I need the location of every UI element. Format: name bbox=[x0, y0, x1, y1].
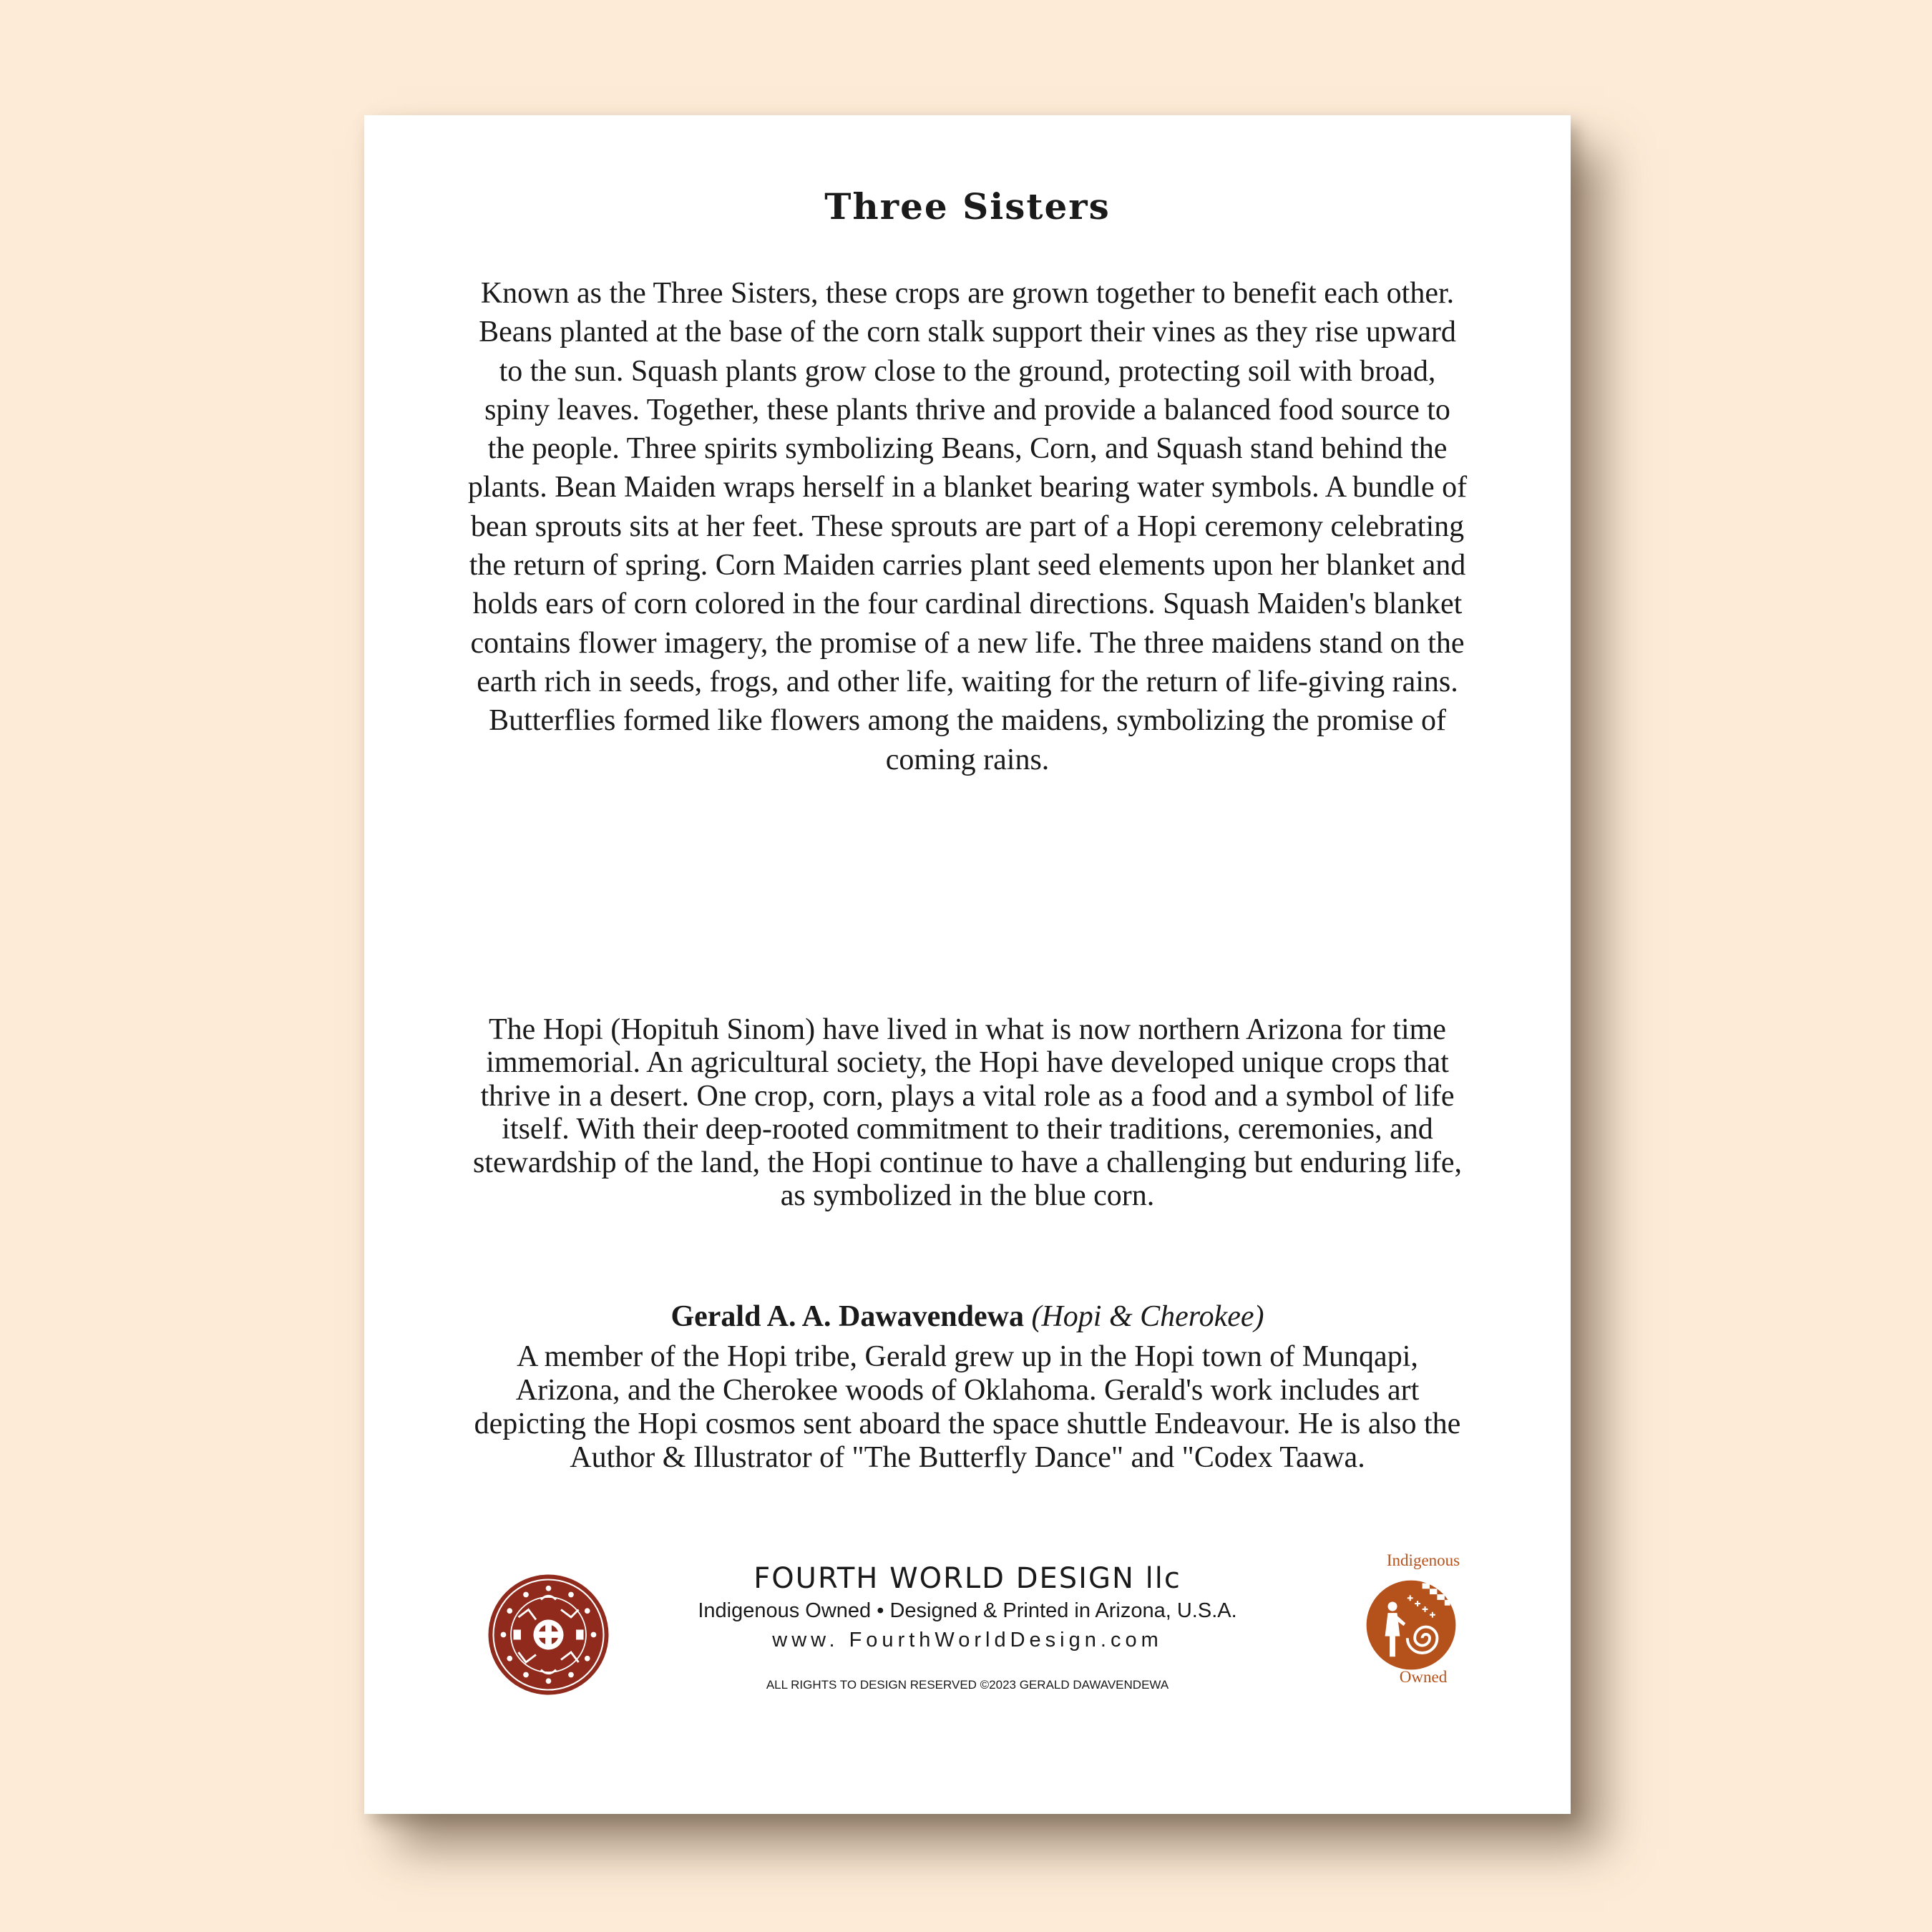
company-url[interactable]: www. FourthWorldDesign.com bbox=[772, 1629, 1163, 1652]
rights-notice: ALL RIGHTS TO DESIGN RESERVED ©2023 GERALD DAWAVENDEWA bbox=[766, 1678, 1169, 1692]
company-tagline: Indigenous Owned • Designed & Printed in Arizona, U.S.A. bbox=[698, 1599, 1237, 1622]
info-card bbox=[364, 115, 1571, 1814]
artist-tribe: (Hopi & Cherokee) bbox=[1031, 1300, 1264, 1333]
artist-bio: A member of the Hopi tribe, Gerald grew up in the Hopi town of Munqapi, Arizona, and the Cherokee woods of Oklahoma. Gerald's work includes art depicting the Hopi cosmos sent aboard the space shuttle Endeavour. He is also the Author & Illustrator of "The Butterfly Dance" and "Codex Taawa. bbox=[474, 1340, 1461, 1474]
hopi-paragraph: The Hopi (Hopituh Sinom) have lived in what is now northern Arizona for time immemorial. An agricultural society, the Hopi have developed unique crops that thrive in a desert. One crop, corn, plays a vital role as a food and a symbol of life itself. With their deep-rooted commitment to their traditions, ceremonies, and stewardship of the land, the Hopi continue to have a challenging but enduring life, as symbolized in the blue corn. bbox=[472, 1013, 1463, 1213]
description-paragraph: Known as the Three Sisters, these crops are grown together to benefit each other. Beans planted at the base of the corn stalk support their vines as they rise upward to the sun. Squash plants grow close to the ground, protecting soil with broad, spiny leaves. Together, these plants thrive and provide a balanced food source to the people. Three spirits symbolizing Beans, Corn, and Squash stand behind the plants. Bean Maiden wraps herself in a blanket bearing water symbols. A bundle of bean sprouts sits at her feet. These sprouts are part of a Hopi ceremony celebrating the return of spring. Corn Maiden carries plant seed elements upon her blanket and holds ears of corn colored in the four cardinal directions. Squash Maiden's blanket contains flower imagery, the promise of a new life. The three maidens stand on the earth rich in seeds, frogs, and other life, waiting for the return of life-giving rains. Butterflies formed like flowers among the maidens, symbolizing the promise of coming rains. bbox=[467, 277, 1468, 776]
badge-label-bottom: Owned bbox=[1399, 1668, 1448, 1686]
indigenous-owned-badge-icon bbox=[1365, 1579, 1458, 1672]
company-name: FOURTH WORLD DESIGN llc bbox=[753, 1562, 1181, 1595]
artist-name: Gerald A. A. Dawavendewa bbox=[670, 1300, 1024, 1333]
card-title: Three Sisters bbox=[824, 185, 1111, 228]
artist-heading bbox=[364, 1299, 1571, 1334]
badge-label-top: Indigenous bbox=[1386, 1551, 1460, 1569]
